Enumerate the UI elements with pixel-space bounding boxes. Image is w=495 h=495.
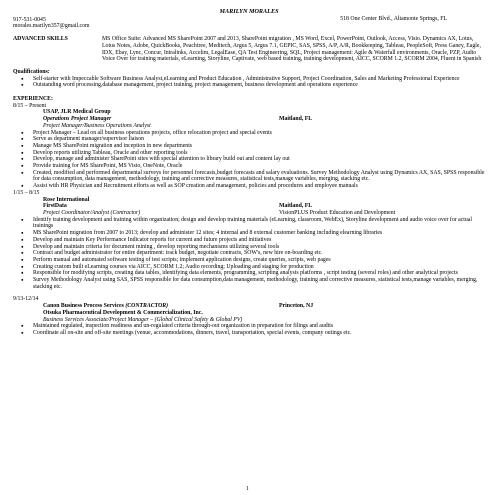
page-number: 1 (246, 486, 249, 492)
list-item: ● Self-starter with Impeccable Software Business Analyst,eLearning and Product Education , Administrative Support, Project Coordination, Sales and Marketing Professional Experience (13, 76, 485, 83)
list-item: ● Develop and maintain Key Performance Indicator reports for current and future projects and initiatives (13, 237, 485, 244)
job-location: Maitland, FL (279, 203, 313, 210)
job-bullets (13, 130, 485, 190)
list-item: ● Outstanding word processing,database management, project training, project management, business development and operations experience (13, 82, 485, 89)
list-item: ● MS SharePoint migration from 2007 to 2013; develop and administer 12 sites; 4 internal and 8 external customer banking including elearning libraries (13, 230, 485, 237)
skills-heading: ADVANCED SKILLS (13, 36, 68, 43)
qualifications-heading: Qualifications: (13, 68, 50, 75)
list-item: ● Manage MS SharePoint migration and inception in new departments (13, 143, 485, 150)
contact-phone: 917-531-0045 (13, 16, 46, 23)
list-item: ● Maintained regulated, inspection readiness and un-regulated criteria through-out organization in preparation for filings and audits (13, 323, 485, 330)
job-title: FirstData (43, 203, 67, 210)
list-item: ● Provide training for MS SharePoint, MS Visio, OneNote, Oracle (13, 163, 485, 170)
list-item: ● Identify training development and training within organization; design and develop training materials (eLearning, classroom, WebEx), Storyline development and audio voice over for actual trainings (13, 217, 485, 230)
job-subtitle-right: VisionPLUS Product Education and Development (279, 209, 396, 216)
qualifications-list (13, 76, 485, 89)
job-company-note: (CONTRACTOR) (125, 303, 169, 310)
job-bullets (13, 323, 485, 336)
list-item: ● Develop and maintain criteria for document mining , develop reporting mechanisms utilizing several tools (13, 244, 485, 251)
contact-row (13, 23, 485, 30)
job-location: Princeton, NJ (279, 303, 314, 310)
list-item: ● Contract and budget administrator for entire department: track budget, negotiate contracts, SOW's, new hire on-boarding etc. (13, 250, 485, 257)
experience-heading: EXPERIENCE: (13, 96, 53, 103)
list-item: ● Project Manager – Lead on all business operations projects, office relocation project and special events (13, 130, 485, 137)
list-item: ● Perform manual and automated software testing of test scripts; implement application designs, create queries, scripts, web pages (13, 257, 485, 264)
job-dates: 9/13-12/14 (13, 296, 39, 303)
list-item: ● Survey Methodology Analyst using SAS, SPSS responsible for data consumption,data management, methodology, training and corrective measures, statistical tests,manage variables, merging, stacking etc. (13, 277, 485, 290)
contact-address: 518 One Center Blvd., Altamonte Springs, FL (340, 16, 447, 22)
job-subtitle: Project Manager/Business Operations Analyst (43, 122, 151, 129)
job-subtitle-row (43, 210, 485, 217)
candidate-name: MARILYN MORALES (219, 8, 279, 15)
list-item: ● Assist with HR Physician and Recruitment efforts as well as SOP creation and management, policies and procedures and employee manuals (13, 183, 485, 190)
job-company: USAP, JLR Medical Group (43, 109, 111, 116)
contact-email[interactable]: morales.marilyn357@gmail.com (13, 23, 90, 30)
job-dates: 8/15 – Present (13, 102, 47, 109)
job-dates: 1/15 – 8/15 (13, 189, 40, 196)
job-location: Maitland, FL (279, 116, 313, 123)
list-item: ● Develop, manage and administer SharePoint sites with special attention to library build out and content lay out (13, 156, 485, 163)
skills-text: MS Office Suite: Advanced MS SharePoint 2007 and 2013, SharePoint migration , MS Word, Excel, PowerPoint, Outlook, Access, Visio. Dynamics AX, Lotus, Lotus Notes, Adobe, QuickBooks, Peachtree, Meditech, Argus 5, Argus 7.1, GEPIC, SAS, SPSS, A/P, A/R, Bookkeeping, Tableau, PeopleSoft, Press Ganey, Eagle, IDX, Ebay, Lync, Concur, Intralinks, Accelim, LegalEase, QA Test Engineering, SQL, Project management: Agile & Waterfall environments, Oracle, PZP, Audio Voice Over for training materials, eLearning, Storyline, Captivate, web based training, training development, AICC, SCORM 1.2, SCORM 2004, Fluent in Spanish (102, 36, 482, 63)
job-title-row (43, 116, 485, 123)
job-title: Otsuka Pharmaceutical Development & Commercialization, Inc. (43, 309, 203, 316)
list-item: ● Creating custom built eLearning courses via AICC, SCORM 1.2; Audio recording; Uploading and staging for production (13, 264, 485, 271)
job-company-row (43, 303, 485, 310)
list-item: ● Created, modified and performed departmental surveys for personnel forecasts,budget forecasts and salary evaluations. Survey Methodology Analyst using Dynamics AX, SAS, SPSS responsible for data consumption, data management, methodology, training and corrective measures, statistical tests,manage variables, merging, stacking etc. (13, 170, 485, 183)
job-company: Rose International (43, 196, 90, 203)
job-title-row (43, 203, 485, 210)
job-bullets (13, 217, 485, 291)
job-title: Operations Project Manager (43, 116, 112, 123)
job-subtitle: Project Coordinator/Analyst (Contractor) (43, 209, 141, 216)
job-company: Canon Business Process Services (43, 303, 124, 310)
list-item: ● Coordinate all on-site and off-site meetings (venue, accommodations, dinners, travel, transportation, special events, company outings etc. (13, 330, 485, 337)
list-item: ● Responsible for modifying scripts, creating data tables, identifying data elements, programming, scripting analysis platforms , script testing (several roles) and other analytical projects (13, 270, 485, 277)
job-subtitle: Business Services Associate/Project Manager – (Global Clinical Safety & Global PV) (43, 316, 243, 323)
list-item: ● Serve as department manager/supervisor liaison (13, 136, 485, 143)
list-item: ● Develop reports utilizing Tableau, Oracle and other reporting tools (13, 150, 485, 157)
skills-section (13, 36, 485, 63)
